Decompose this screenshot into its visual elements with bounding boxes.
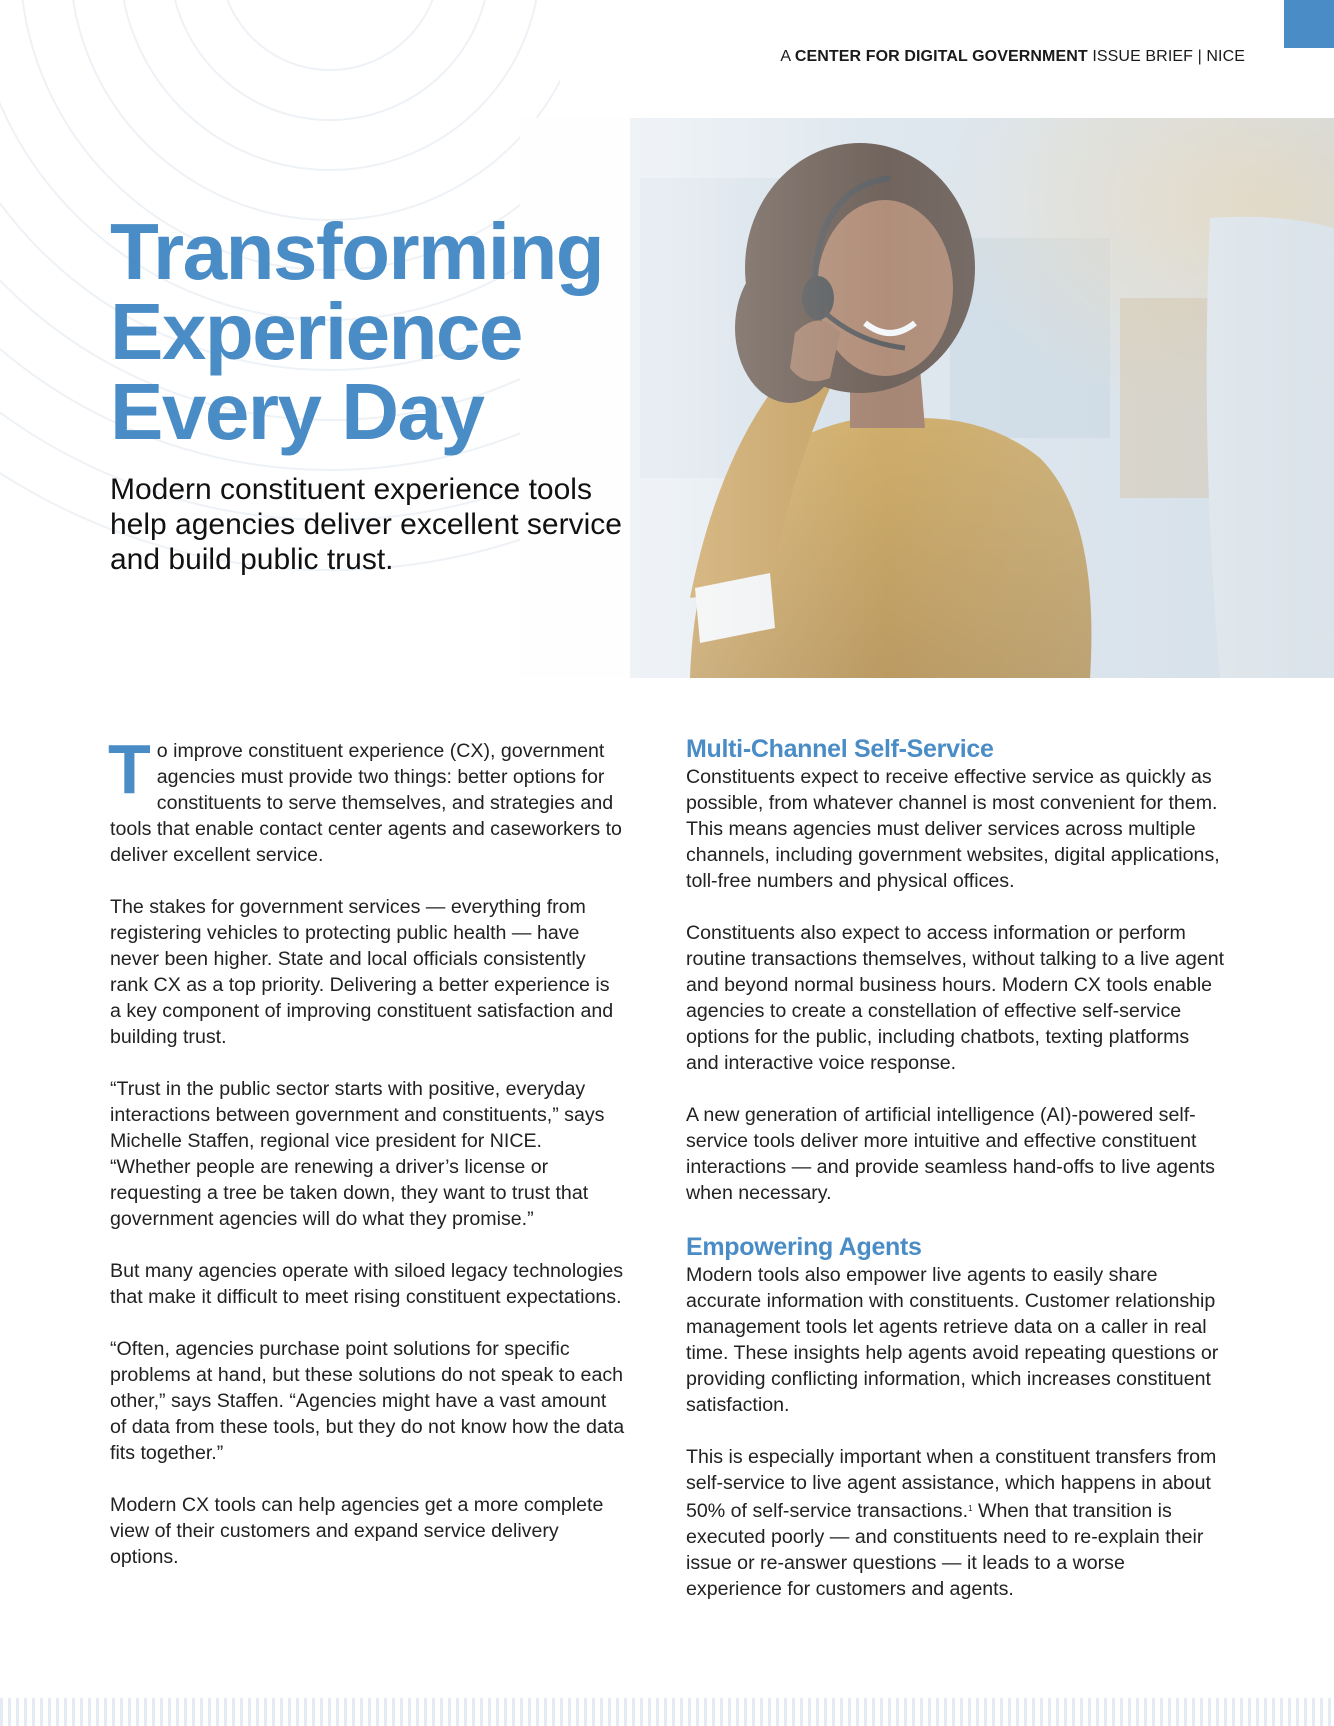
- body-paragraph: “Often, agencies purchase point solutions for specific problems at hand, but these solutions do not speak to each other,” says Staffen. “Agencies might have a vast amount of data from these tools, but they do not know how the data fits together.”: [110, 1338, 625, 1464]
- corner-accent-tab: [1284, 0, 1334, 48]
- issue-brief-header: [780, 48, 1245, 66]
- contact-center-agent-photo: [520, 118, 1334, 678]
- body-paragraph: But many agencies operate with siloed legacy technologies that make it difficult to meet rising constituent expectations.: [110, 1260, 624, 1308]
- intro-text: o improve constituent experience (CX), government agencies must provide two things: better options for constituents to serve themselves, and strategies and tools that enable contact center agents and caseworkers to deliver excellent service.: [110, 740, 622, 866]
- body-paragraph: [686, 1444, 1226, 1602]
- title-line-3: Every Day: [110, 367, 484, 456]
- page-title: [110, 207, 604, 456]
- paragraph-text: This is especially important when a constituent transfers from self-service to live agent assistance, which happens in about 50% of self-service transactions.: [686, 1446, 1217, 1522]
- header-suffix: ISSUE BRIEF | NICE: [1092, 48, 1245, 65]
- title-line-1: Transforming: [110, 207, 604, 296]
- decorative-bottom-band: [0, 1698, 1334, 1726]
- intro-paragraph: [108, 730, 625, 868]
- page-subtitle: Modern constituent experience tools help agencies deliver excellent service and build public trust.: [110, 473, 622, 576]
- body-paragraph: Constituents expect to receive effective service as quickly as possible, from whatever channel is most convenient for them. This means agencies must deliver services across multiple channels, including government websites, digital applications, toll-free numbers and physical offices.: [686, 766, 1220, 892]
- paragraph-text: When that transition is executed poorly — and constituents need to re-explain their issue or re-answer questions — it leads to a worse experience for customers and agents.: [686, 1500, 1204, 1600]
- title-line-2: Experience: [110, 287, 522, 376]
- body-paragraph: Modern CX tools can help agencies get a more complete view of their customers and expand service delivery options.: [110, 1494, 604, 1568]
- header-prefix: A: [780, 48, 791, 65]
- header-brand: CENTER FOR DIGITAL GOVERNMENT: [794, 48, 1088, 65]
- body-paragraph: Constituents also expect to access information or perform routine transactions themselves, without talking to a live agent and beyond normal business hours. Modern CX tools enable agencies to create a constellation of effective self-service options for the public, including chatbots, texting platforms and interactive voice response.: [686, 922, 1225, 1074]
- right-column: [686, 734, 1226, 1628]
- footnote-marker: 1: [968, 1504, 973, 1513]
- section-heading-self-service: Multi-Channel Self-Service: [686, 735, 994, 763]
- body-paragraph: The stakes for government services — everything from registering vehicles to protecting public health — have never been higher. State and local officials consistently rank CX as a top priority. Delivering a better experience is a key component of improving constituent satisfaction and building trust.: [110, 896, 614, 1048]
- drop-cap: T: [108, 730, 151, 808]
- body-paragraph: Modern tools also empower live agents to easily share accurate information with constituents. Customer relationship management tools let agents retrieve data on a caller in real time. These insights help agents avoid repeating questions or providing conflicting information, which increases constituent satisfaction.: [686, 1264, 1219, 1416]
- section-heading-empowering-agents: Empowering Agents: [686, 1233, 922, 1261]
- body-paragraph: “Trust in the public sector starts with positive, everyday interactions between government and constituents,” says Michelle Staffen, regional vice president for NICE. “Whether people are renewing a driver’s license or requesting a tree be taken down, they want to trust that government agencies will do what they promise.”: [110, 1078, 605, 1230]
- body-paragraph: A new generation of artificial intelligence (AI)-powered self-service tools deliver more intuitive and effective constituent interactions — and provide seamless hand-offs to live agents when necessary.: [686, 1104, 1215, 1204]
- left-column: [108, 730, 625, 1596]
